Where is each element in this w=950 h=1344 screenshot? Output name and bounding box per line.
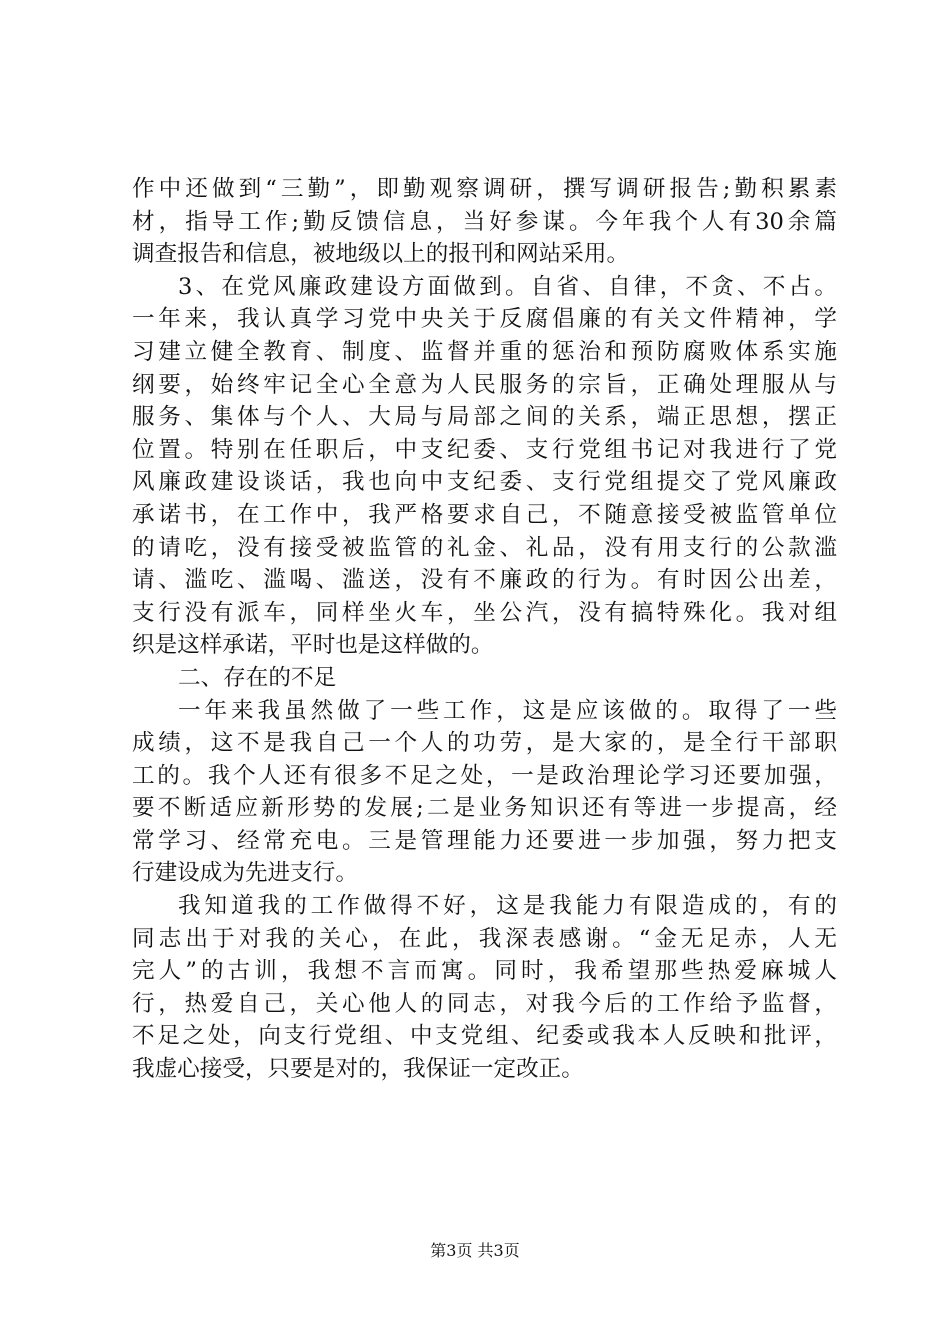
text-line: 二、存在的不足 (178, 664, 337, 691)
text-line: 我知道我的工作做得不好，这是我能力有限造成的，有的 (178, 893, 837, 920)
text-line: 纲要，始终牢记全心全意为人民服务的宗旨，正确处理服从与 (132, 371, 837, 398)
text-line: 要不断适应新形势的发展;二是业务知识还有等进一步提高，经 (132, 795, 837, 822)
text-line: 的请吃，没有接受被监管的礼金、礼品，没有用支行的公款滥 (132, 534, 837, 561)
text-line: 请、滥吃、滥喝、滥送，没有不廉政的行为。有时因公出差， (132, 567, 837, 594)
text-line: 习建立健全教育、制度、监督并重的惩治和预防腐败体系实施 (132, 338, 837, 365)
text-line: 支行没有派车，同样坐火车，坐公汽，没有搞特殊化。我对组 (132, 599, 837, 626)
text-line: 一年来我虽然做了一些工作，这是应该做的。取得了一些 (178, 697, 837, 724)
text-line: 完人”的古训，我想不言而寓。同时，我希望那些热爱麻城人 (132, 958, 837, 985)
text-line: 风廉政建设谈话，我也向中支纪委、支行党组提交了党风廉政 (132, 469, 837, 496)
page-footer: 第3页 共3页 (430, 1241, 520, 1260)
text-line: 同志出于对我的关心，在此，我深表感谢。“金无足赤，人无 (132, 925, 837, 952)
text-line: 调查报告和信息，被地级以上的报刊和网站采用。 (132, 241, 630, 268)
text-line: 材，指导工作;勤反馈信息，当好参谋。今年我个人有30余篇 (132, 208, 837, 235)
text-line: 成绩，这不是我自己一个人的功劳，是大家的，是全行干部职 (132, 730, 837, 757)
text-line: 承诺书，在工作中，我严格要求自己，不随意接受被监管单位 (132, 501, 837, 528)
text-line: 行建设成为先进支行。 (132, 860, 358, 887)
text-line: 织是这样承诺，平时也是这样做的。 (132, 632, 494, 659)
text-line: 我虚心接受，只要是对的，我保证一定改正。 (132, 1056, 584, 1083)
text-line: 作中还做到“三勤”，即勤观察调研，撰写调研报告;勤积累素 (132, 176, 837, 202)
text-line: 行，热爱自己，关心他人的同志，对我今后的工作给予监督， (132, 990, 837, 1017)
text-line: 3、在党风廉政建设方面做到。自省、自律，不贪、不占。 (178, 273, 837, 300)
text-line: 工的。我个人还有很多不足之处，一是政治理论学习还要加强， (132, 762, 837, 789)
text-line: 位置。特别在任职后，中支纪委、支行党组书记对我进行了党 (132, 436, 837, 463)
text-line: 常学习、经常充电。三是管理能力还要进一步加强，努力把支 (132, 827, 837, 854)
text-line: 一年来，我认真学习党中央关于反腐倡廉的有关文件精神，学 (132, 306, 837, 333)
text-line: 服务、集体与个人、大局与局部之间的关系，端正思想，摆正 (132, 404, 837, 431)
document-body (132, 173, 837, 1086)
text-line: 不足之处，向支行党组、中支党组、纪委或我本人反映和批评， (132, 1023, 837, 1050)
